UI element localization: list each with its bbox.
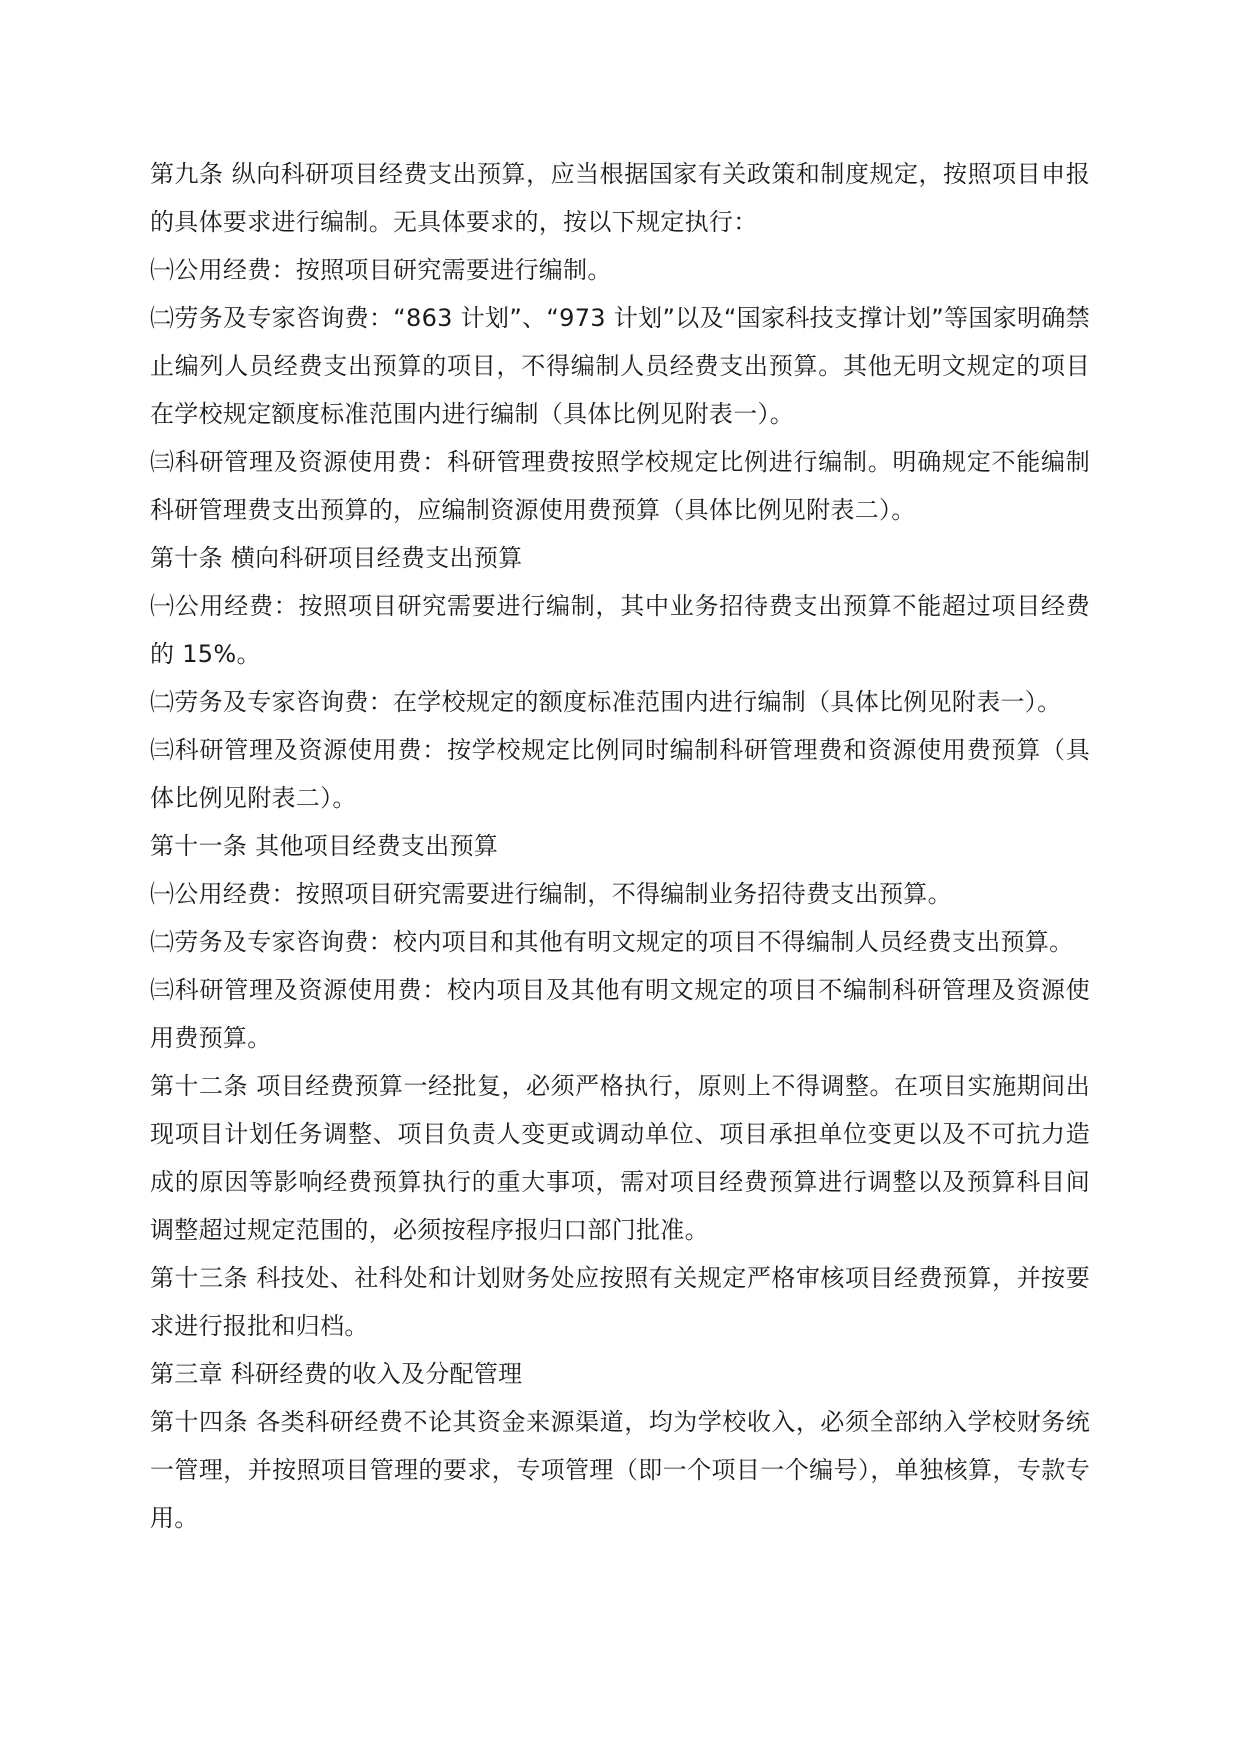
article-14: 第十四条 各类科研经费不论其资金来源渠道，均为学校收入，必须全部纳入学校财务统一管理，并按照项目管理的要求，专项管理（即一个项目一个编号），单独核算，专款专用。 bbox=[150, 1408, 1090, 1532]
article-9: 第九条 纵向科研项目经费支出预算，应当根据国家有关政策和制度规定，按照项目申报的具体要求进行编制。无具体要求的，按以下规定执行： bbox=[150, 160, 1090, 236]
article-10-item-2: ㈡劳务及专家咨询费：在学校规定的额度标准范围内进行编制（具体比例见附表一）。 bbox=[150, 688, 1062, 716]
article-10-item-3: ㈢科研管理及资源使用费：按学校规定比例同时编制科研管理费和资源使用费预算（具体比例见附表二）。 bbox=[150, 736, 1090, 812]
article-10-item-1: ㈠公用经费：按照项目研究需要进行编制，其中业务招待费支出预算不能超过项目经费的 15%。 bbox=[150, 592, 1090, 668]
article-13: 第十三条 科技处、社科处和计划财务处应按照有关规定严格审核项目经费预算，并按要求进行报批和归档。 bbox=[150, 1264, 1090, 1340]
article-9-item-3: ㈢科研管理及资源使用费：科研管理费按照学校规定比例进行编制。明确规定不能编制科研管理费支出预算的，应编制资源使用费预算（具体比例见附表二）。 bbox=[150, 448, 1090, 524]
article-12: 第十二条 项目经费预算一经批复，必须严格执行，原则上不得调整。在项目实施期间出现项目计划任务调整、项目负责人变更或调动单位、项目承担单位变更以及不可抗力造成的原因等影响经费预算执行的重大事项，需对项目经费预算进行调整以及预算科目间调整超过规定范围的，必须按程序报归口部门批准。 bbox=[150, 1072, 1090, 1244]
article-11: 第十一条 其他项目经费支出预算 bbox=[150, 832, 499, 860]
article-11-item-2: ㈡劳务及专家咨询费：校内项目和其他有明文规定的项目不得编制人员经费支出预算。 bbox=[150, 928, 1074, 956]
chapter-3-heading: 第三章 科研经费的收入及分配管理 bbox=[150, 1360, 523, 1388]
document-body bbox=[150, 150, 1090, 1542]
article-9-item-2: ㈡劳务及专家咨询费：“863 计划”、“973 计划”以及“国家科技支撑计划”等国家明确禁止编列人员经费支出预算的项目，不得编制人员经费支出预算。其他无明文规定的项目在学校规定额度标准范围内进行编制（具体比例见附表一）。 bbox=[150, 304, 1090, 428]
article-10: 第十条 横向科研项目经费支出预算 bbox=[150, 544, 523, 572]
article-9-item-1: ㈠公用经费：按照项目研究需要进行编制。 bbox=[150, 256, 612, 284]
article-11-item-1: ㈠公用经费：按照项目研究需要进行编制，不得编制业务招待费支出预算。 bbox=[150, 880, 952, 908]
article-11-item-3: ㈢科研管理及资源使用费：校内项目及其他有明文规定的项目不编制科研管理及资源使用费预算。 bbox=[150, 976, 1090, 1052]
